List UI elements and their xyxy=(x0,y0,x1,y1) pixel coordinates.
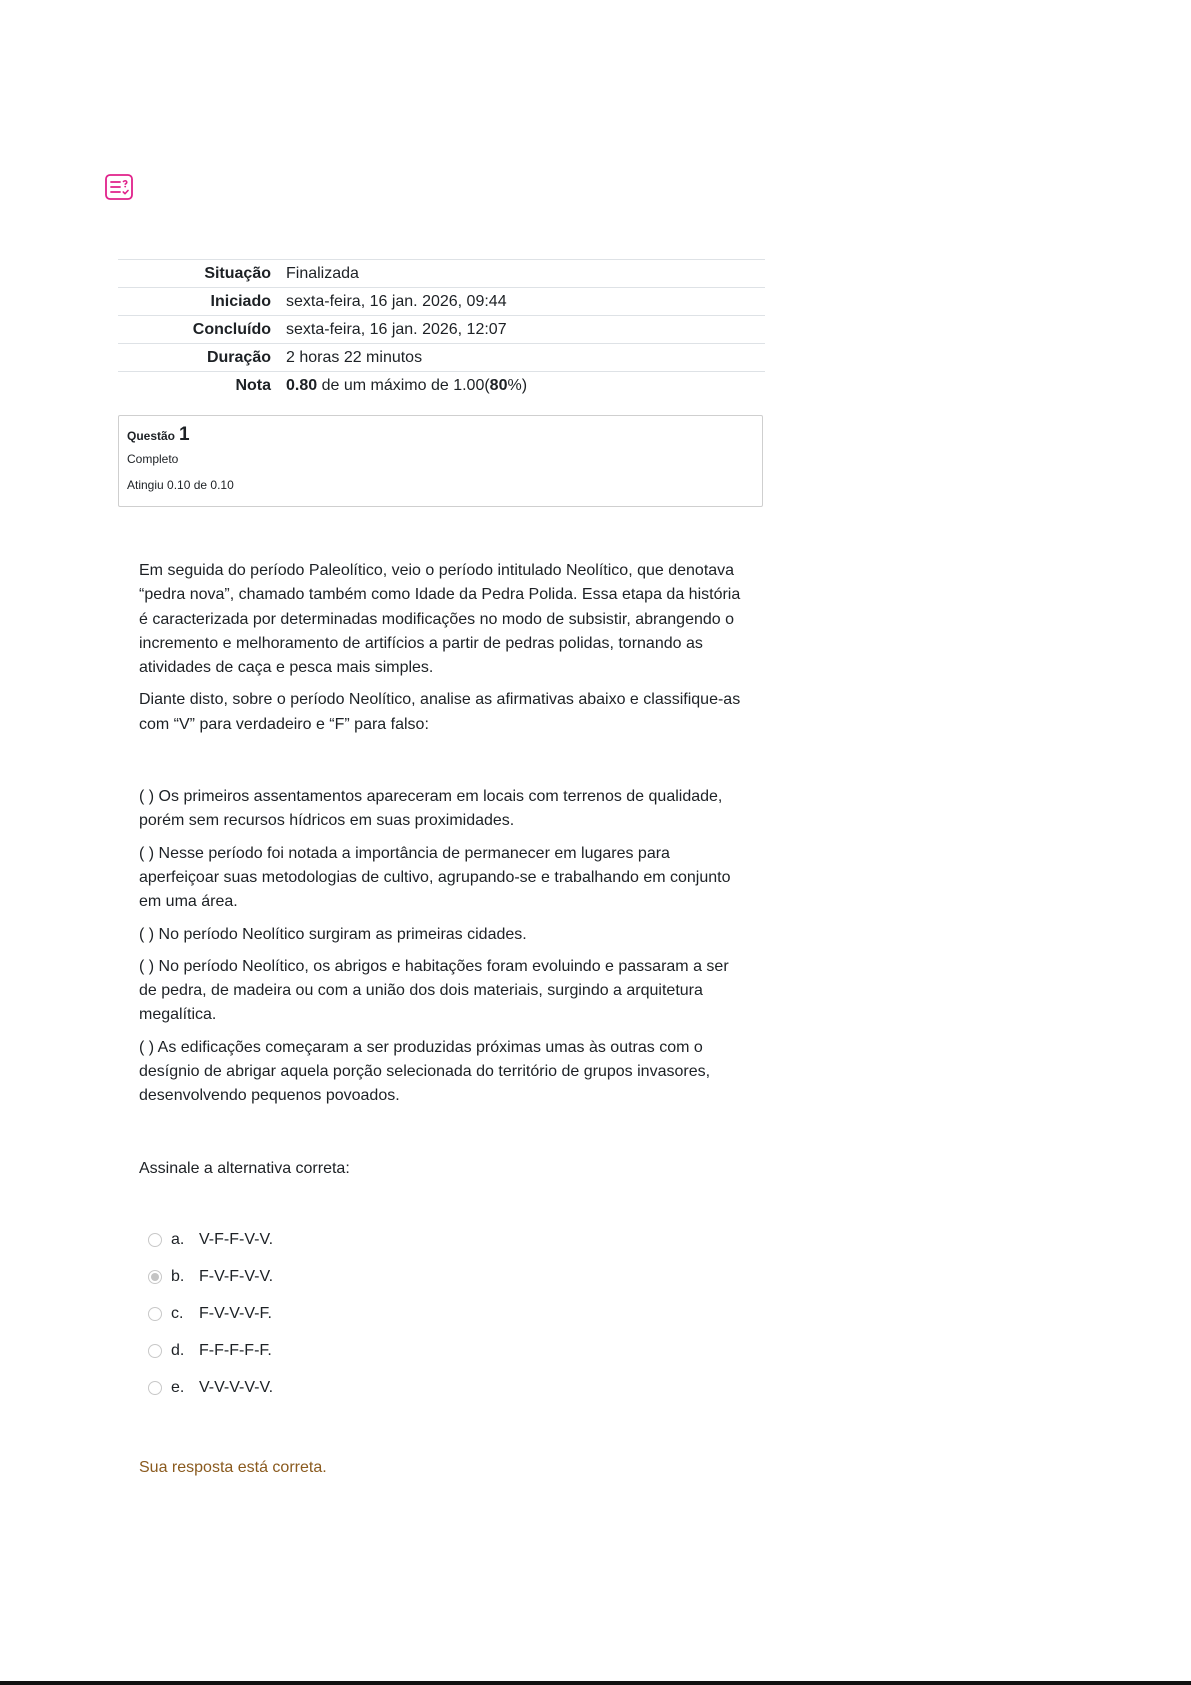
question-grade: Atingiu 0.10 de 0.10 xyxy=(127,478,234,492)
answer-letter: d. xyxy=(171,1341,185,1359)
question-prefix: Questão xyxy=(127,429,176,443)
summary-label: Concluído xyxy=(192,320,271,338)
attempt-summary-table xyxy=(118,259,765,399)
answer-letter: e. xyxy=(171,1378,185,1396)
summary-label: Duração xyxy=(206,348,271,366)
radio-button[interactable] xyxy=(148,1233,162,1247)
answer-feedback: Sua resposta está correta. xyxy=(139,1459,327,1476)
grade-percent: 80 xyxy=(489,376,508,394)
question-text xyxy=(139,559,744,1189)
summary-label: Nota xyxy=(235,376,271,394)
summary-label: Iniciado xyxy=(210,292,271,310)
answer-option-e[interactable] xyxy=(148,1369,273,1406)
question-prompt: Assinale a alternativa correta: xyxy=(139,1159,350,1177)
grade-middle: de um máximo de 1.00( xyxy=(317,376,490,394)
radio-button[interactable] xyxy=(148,1344,162,1358)
answer-text: F-F-F-F-F. xyxy=(199,1341,272,1359)
summary-value: Finalizada xyxy=(286,264,359,282)
grade-suffix: %) xyxy=(507,376,528,394)
page-bottom-border xyxy=(0,1681,1191,1685)
answer-option-b[interactable] xyxy=(148,1259,273,1296)
radio-button[interactable] xyxy=(148,1307,162,1321)
summary-row-grade xyxy=(118,372,765,400)
quiz-review-icon xyxy=(105,174,133,200)
radio-button-selected[interactable] xyxy=(148,1270,162,1284)
grade-score: 0.80 xyxy=(286,376,318,394)
answer-text: F-V-V-V-F. xyxy=(199,1304,272,1322)
summary-row-completed xyxy=(118,316,765,344)
question-intro: Em seguida do período Paleolítico, veio o período intitulado Neolítico, que denotava “pedra nova”, chamado também como Idade da Pedra Polida. Essa etapa da história é caracterizada por determinadas modificações no modo de subsistir, abrangendo o incremento e melhoramento de artifícios a partir de pedras polidas, tornando as atividades de caça e pesca mais simples. xyxy=(139,562,741,677)
summary-row-started xyxy=(118,288,765,316)
radio-button[interactable] xyxy=(148,1381,162,1395)
answer-letter: a. xyxy=(171,1231,185,1249)
statement-3: ( ) No período Neolítico surgiram as primeiras cidades. xyxy=(139,925,527,943)
summary-value: sexta-feira, 16 jan. 2026, 09:44 xyxy=(286,292,507,310)
summary-value: sexta-feira, 16 jan. 2026, 12:07 xyxy=(286,320,507,338)
question-info-box xyxy=(118,415,763,507)
answer-text: F-V-F-V-V. xyxy=(199,1268,274,1286)
statement-2: ( ) Nesse período foi notada a importância de permanecer em lugares para aperfeiçoar suas metodologias de cultivo, agrupando-se e trabalhando em conjunto em uma área. xyxy=(139,844,731,911)
answer-option-a[interactable] xyxy=(148,1222,273,1259)
answer-text: V-F-F-V-V. xyxy=(199,1231,274,1249)
question-number-value: 1 xyxy=(179,424,190,445)
question-state: Completo xyxy=(127,452,179,466)
answer-letter: b. xyxy=(171,1268,185,1286)
question-instruction: Diante disto, sobre o período Neolítico, analise as afirmativas abaixo e classifique-as com “V” para verdadeiro e “F” para falso: xyxy=(139,691,741,733)
summary-value: 2 horas 22 minutos xyxy=(286,348,423,366)
answer-text: V-V-V-V-V. xyxy=(199,1378,274,1396)
summary-value xyxy=(286,372,765,400)
summary-row-state xyxy=(118,260,765,288)
statement-4: ( ) No período Neolítico, os abrigos e habitações foram evoluindo e passaram a ser de pedra, de madeira ou com a união dos dois materiais, surgindo a arquitetura megalítica. xyxy=(139,957,729,1024)
question-number xyxy=(127,424,754,446)
answer-letter: c. xyxy=(171,1304,184,1322)
answer-option-c[interactable] xyxy=(148,1296,273,1333)
summary-label: Situação xyxy=(204,264,271,282)
answer-options xyxy=(148,1222,273,1406)
statement-1: ( ) Os primeiros assentamentos apareceram em locais com terrenos de qualidade, porém sem recursos hídricos em suas proximidades. xyxy=(139,788,723,830)
summary-row-duration xyxy=(118,344,765,372)
answer-option-d[interactable] xyxy=(148,1332,273,1369)
statement-5: ( ) As edificações começaram a ser produzidas próximas umas às outras com o desígnio de abrigar aquela porção selecionada do território de grupos invasores, desenvolvendo pequenos povoados. xyxy=(139,1038,711,1105)
